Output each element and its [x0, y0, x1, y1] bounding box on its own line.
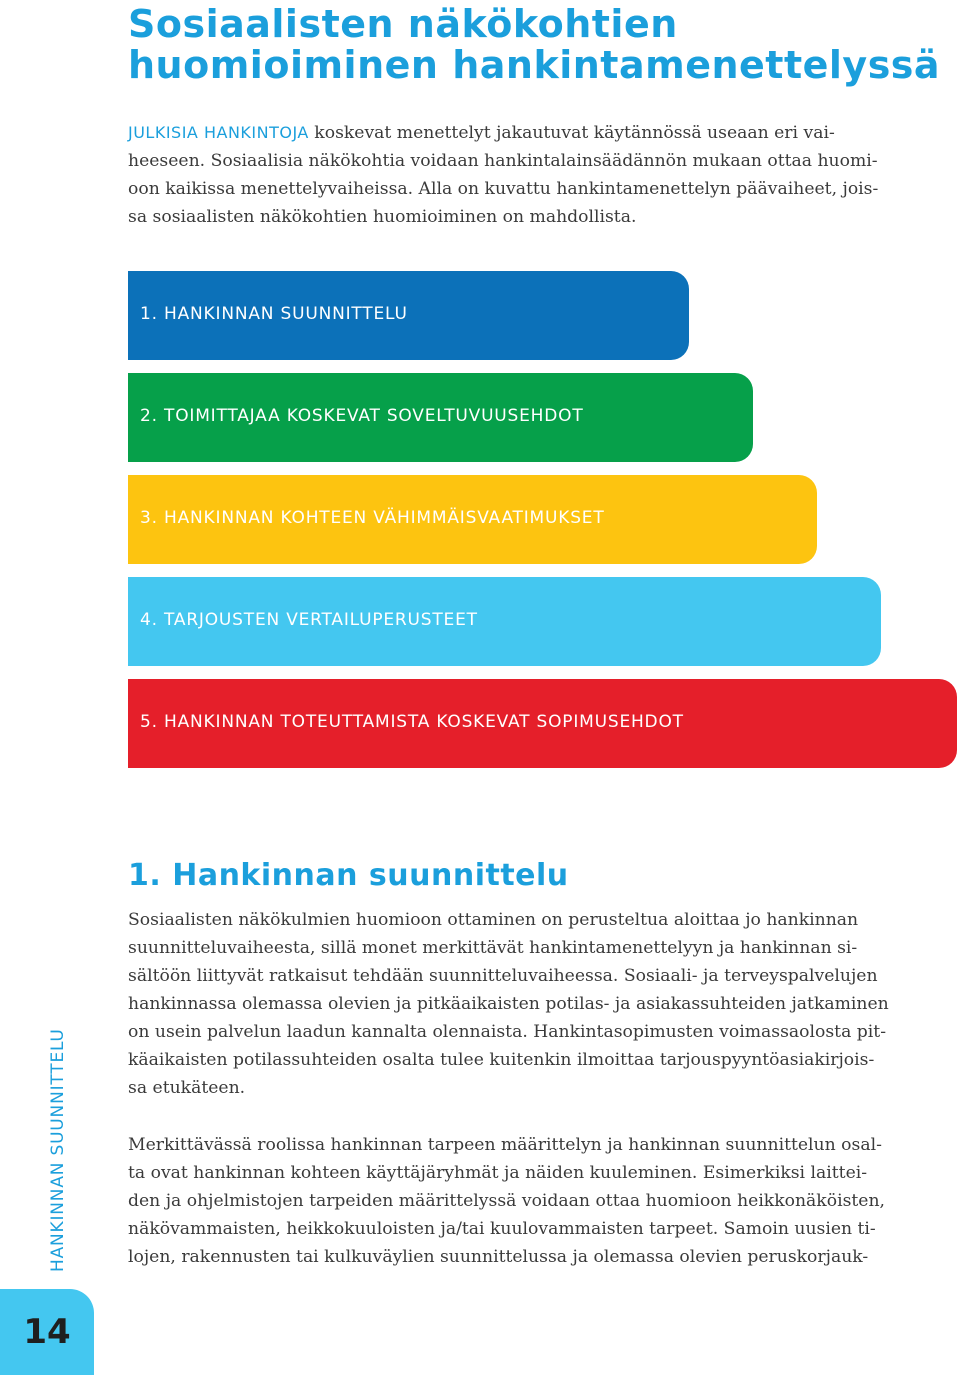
- paragraph-1-line: sältöön liittyvät ratkaisut tehdään suunnitteluvaiheessa. Sosiaali- ja terveyspalvelujen: [128, 966, 878, 986]
- intro-line-2: heeseen. Sosiaalisia näkökohtia voidaan hankintalainsäädännön mukaan ottaa huomi-: [128, 151, 878, 171]
- paragraph-2-line: ta ovat hankinnan kohteen käyttäjäryhmät ja näiden kuuleminen. Esimerkiksi laittei-: [128, 1163, 868, 1183]
- intro-line-1: [128, 119, 960, 147]
- section-paragraph-2: [128, 1131, 960, 1271]
- paragraph-2-line: Merkittävässä roolissa hankinnan tarpeen määrittelyn ja hankinnan suunnittelun osal-: [128, 1135, 882, 1155]
- paragraph-1-line: käaikaisten potilassuhteiden osalta tulee kuitenkin ilmoittaa tarjouspyyntöasiakirjois-: [128, 1050, 875, 1070]
- intro-line-3: oon kaikissa menettelyvaiheissa. Alla on kuvattu hankintamenettelyn päävaiheet, jois-: [128, 179, 879, 199]
- side-section-label: HANKINNAN SUUNNITTELU: [48, 1028, 68, 1272]
- paragraph-1-line: hankinnassa olemassa olevien ja pitkäaikaisten potilas- ja asiakassuhteiden jatkaminen: [128, 994, 889, 1014]
- paragraph-1-line: suunnitteluvaiheesta, sillä monet merkittävät hankintamenettelyyn ja hankinnan si-: [128, 938, 858, 958]
- page-number-badge: 14: [0, 1289, 94, 1375]
- paragraph-2-line: näkövammaisten, heikkokuuloisten ja/tai kuulovammaisten tarpeet. Samoin uusien ti-: [128, 1219, 876, 1239]
- phase-label-5: 5. HANKINNAN TOTEUTTAMISTA KOSKEVAT SOPIMUSEHDOT: [140, 712, 684, 732]
- phase-bar-2: [128, 373, 753, 462]
- intro-lead: JULKISIA HANKINTOJA: [128, 123, 309, 142]
- intro-line-1-text: koskevat menettelyt jakautuvat käytännössä useaan eri vai-: [308, 123, 835, 143]
- phase-bar-5: [128, 679, 957, 768]
- section-paragraph-1: [128, 906, 960, 1102]
- paragraph-1-line: sa etukäteen.: [128, 1078, 246, 1098]
- phase-label-2: 2. TOIMITTAJAA KOSKEVAT SOVELTUVUUSEHDOT: [140, 406, 584, 426]
- paragraph-1-line: on usein palvelun laadun kannalta olennaista. Hankintasopimusten voimassaolosta pit-: [128, 1022, 886, 1042]
- section-heading: 1. Hankinnan suunnittelu: [128, 858, 569, 893]
- paragraph-2-line: den ja ohjelmistojen tarpeiden määrittelyssä voidaan ottaa huomioon heikkonäköisten,: [128, 1191, 885, 1211]
- intro-paragraph: [128, 119, 960, 231]
- page-title-line-2: huomioiminen hankintamenettelyssä: [128, 43, 941, 87]
- intro-line-4: sa sosiaalisten näkökohtien huomioiminen on mahdollista.: [128, 207, 637, 227]
- phase-label-3: 3. HANKINNAN KOHTEEN VÄHIMMÄISVAATIMUKSET: [140, 508, 605, 528]
- paragraph-1-line: Sosiaalisten näkökulmien huomioon ottaminen on perusteltua aloittaa jo hankinnan: [128, 910, 859, 930]
- page-title: [128, 4, 948, 86]
- phase-bar-1: [128, 271, 689, 360]
- page-title-line-1: Sosiaalisten näkökohtien: [128, 2, 678, 46]
- paragraph-2-line: lojen, rakennusten tai kulkuväylien suunnittelussa ja olemassa olevien peruskorjauk-: [128, 1247, 869, 1267]
- phase-label-1: 1. HANKINNAN SUUNNITTELU: [140, 304, 408, 324]
- phase-label-4: 4. TARJOUSTEN VERTAILUPERUSTEET: [140, 610, 478, 630]
- phase-bar-3: [128, 475, 817, 564]
- phase-bar-4: [128, 577, 881, 666]
